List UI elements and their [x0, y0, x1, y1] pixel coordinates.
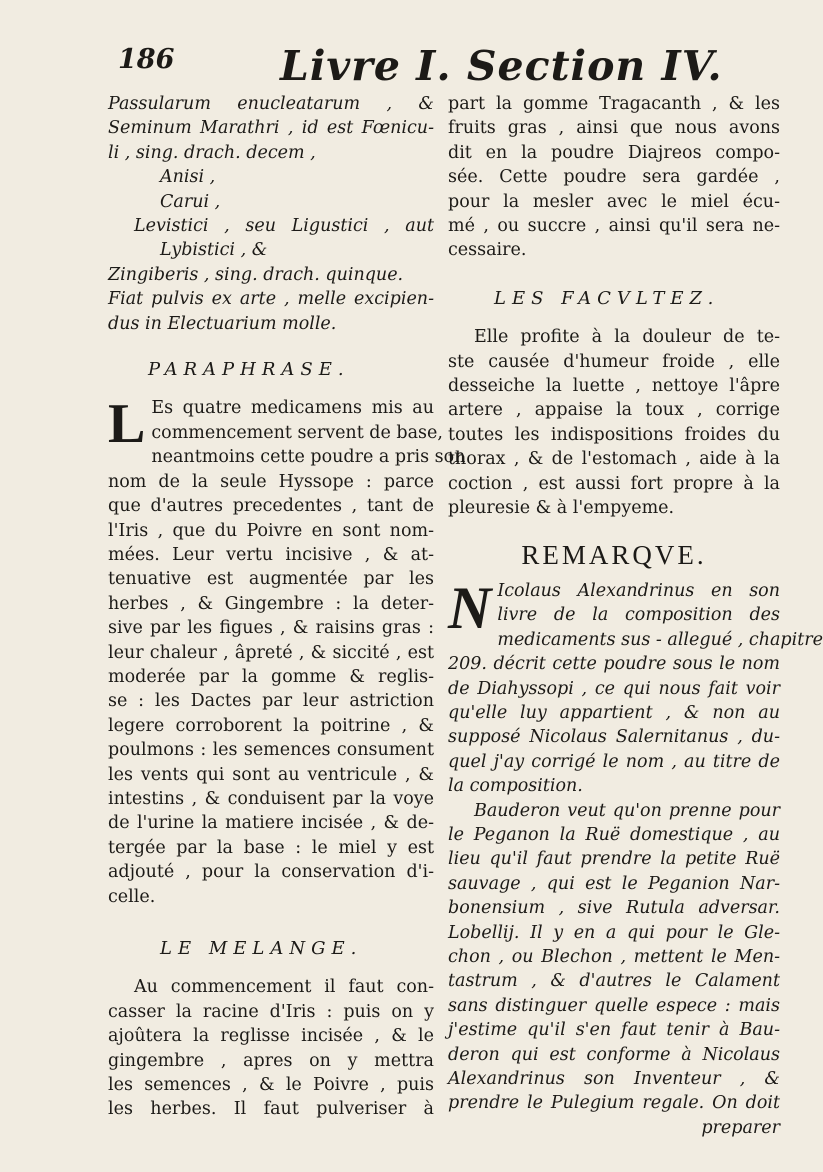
running-title: Livre I. Section IV.: [280, 42, 723, 90]
recipe-line: Zingiberis , sing. drach. quinque.: [108, 264, 404, 285]
recipe-line: Fiat pulvis ex arte , melle excipien-: [108, 289, 434, 310]
text-line: artere , appaise la toux , corrige: [448, 400, 780, 421]
text-line: dit en la poudre Diajreos compo-: [448, 142, 780, 163]
text-line: quel j'ay corrigé le nom , au titre de: [448, 751, 780, 772]
text-line: que d'autres precedentes , tant de: [108, 496, 434, 517]
text-line: qu'elle luy appartient , & non au: [448, 702, 780, 723]
text-line: moderée par la gomme & reglis-: [108, 666, 434, 687]
dropcap-n: N: [448, 574, 492, 641]
recipe-block: [108, 92, 434, 336]
text-line: j'estime qu'il s'en faut tenir à Bau-: [448, 1020, 780, 1041]
text-line: les semences , & le Poivre , puis: [108, 1075, 434, 1096]
text-line: pour la mesler avec le miel écu-: [448, 191, 780, 212]
text-line: bonensium , sive Rutula adversar.: [448, 898, 780, 919]
text-line: la composition.: [448, 776, 583, 797]
text-line: adjouté , pour la conservation d'i-: [108, 862, 434, 883]
text-line: Lobellij. Il y en a qui pour le Gle-: [448, 922, 780, 943]
text-line: toutes les indispositions froides du: [448, 424, 780, 445]
text-line: thorax , & de l'estomach , aide à la: [448, 449, 780, 470]
text-line: celle.: [108, 886, 156, 907]
heading-melange: LE MELANGE.: [160, 938, 363, 959]
text-line: part la gomme Tragacanth , & les: [448, 94, 780, 114]
text-line: poulmons : les semences consument: [108, 740, 434, 761]
text-line: lieu qu'il faut prendre la petite Ruë: [448, 849, 780, 870]
text-line: prendre le Pulegium regale. On doit: [448, 1093, 780, 1114]
page-number: 186: [118, 44, 175, 75]
text-line: Alexandrinus son Inventeur , &: [448, 1069, 780, 1090]
text-line: de l'urine la matiere incisée , & de-: [108, 813, 434, 834]
text-line: l'Iris , que du Poivre en sont nom-: [108, 520, 434, 541]
text-line: gingembre , apres on y mettra: [108, 1050, 434, 1071]
text-line: mées. Leur vertu incisive , & at-: [108, 544, 434, 565]
text-line: les herbes. Il faut pulveriser à: [108, 1099, 434, 1120]
recipe-line: Lybistici , &: [160, 240, 268, 261]
heading-facultez: LES FACVLTEZ.: [494, 287, 720, 309]
text-line: neantmoins cette poudre a pris son: [151, 447, 466, 468]
text-line: le Peganon la Ruë domestique , au: [448, 824, 780, 845]
text-line: mé , ou succre , ainsi qu'il sera ne-: [448, 216, 780, 237]
text-line: Bauderon veut qu'on prenne pour: [474, 800, 780, 821]
text-line: ajoûtera la reglisse incisée , & le: [108, 1026, 434, 1047]
text-line: leur chaleur , âpreté , & siccité , est: [108, 642, 434, 663]
text-line: tenuative est augmentée par les: [108, 569, 434, 590]
text-line: sauvage , qui est le Peganion Nar-: [448, 873, 780, 894]
text-line: sive par les figues , & raisins gras :: [108, 618, 434, 639]
recipe-line: Seminum Marathri , id est Fœnicu-: [108, 118, 434, 139]
text-line: fruits gras , ainsi que nous avons: [448, 118, 780, 139]
dropcap-l: L: [108, 393, 146, 456]
heading-remarque: REMARQVE.: [521, 539, 707, 570]
text-line: deron qui est conforme à Nicolaus: [448, 1044, 780, 1065]
text-line: nom de la seule Hyssope : parce: [108, 471, 434, 492]
text-line: supposé Nicolaus Salernitanus , du-: [448, 727, 780, 748]
text-line: Au commencement il faut con-: [134, 977, 434, 998]
text-line: sée. Cette poudre sera gardée ,: [448, 167, 780, 188]
text-line: medicaments sus - allegué , chapitre: [497, 629, 823, 650]
text-line: chon , ou Blechon , mettent le Men-: [448, 947, 780, 967]
paraphrase-paragraph: [108, 393, 466, 909]
text-line: casser la racine d'Iris : puis on y: [108, 1001, 434, 1022]
text-line: 209. décrit cette poudre sous le nom: [448, 654, 780, 675]
left-column: [108, 92, 466, 1122]
page-header: [118, 42, 723, 92]
text-line: coction , est aussi fort propre à la: [448, 473, 780, 494]
right-column: [448, 92, 823, 1140]
text-line: sans distinguer quelle espece : mais: [448, 995, 780, 1016]
catchword: preparer: [701, 1117, 780, 1138]
text-line: desseiche la luette , nettoye l'âpre: [448, 376, 780, 397]
text-line: Es quatre medicamens mis au: [151, 398, 434, 419]
text-line: intestins , & conduisent par la voye: [108, 788, 434, 809]
text-line: se : les Dactes par leur astriction: [108, 691, 434, 712]
recipe-line: li , sing. drach. decem ,: [108, 142, 316, 163]
text-line: tergée par la base : le miel y est: [108, 837, 434, 858]
text-line: cessaire.: [448, 240, 527, 261]
continued-paragraph: [448, 92, 780, 263]
text-line: tastrum , & d'autres le Calament: [448, 971, 780, 992]
text-line: les vents qui sont au ventricule , &: [108, 764, 434, 785]
text-line: commencement servent de base,: [151, 422, 443, 443]
text-line: pleuresie & à l'empyeme.: [448, 498, 675, 519]
text-line: livre de la composition des: [497, 605, 780, 626]
remarque-paragraph: [448, 574, 823, 1140]
recipe-line: Passularum enucleatarum , &: [108, 94, 434, 114]
melange-paragraph: [108, 975, 434, 1121]
text-line: de Diahyssopi , ce qui nous fait voir: [448, 678, 780, 699]
recipe-line: Anisi ,: [160, 167, 216, 188]
facultez-paragraph: [448, 325, 780, 520]
recipe-line: Levistici , seu Ligustici , aut: [134, 216, 434, 237]
recipe-line: Carui ,: [160, 191, 221, 212]
heading-paraphrase: PARAPHRASE.: [148, 359, 350, 381]
text-line: herbes , & Gingembre : la deter-: [108, 593, 434, 614]
text-line: ste causée d'humeur froide , elle: [448, 351, 780, 372]
text-line: legere corroborent la poitrine , &: [108, 715, 434, 736]
recipe-line: dus in Electuarium molle.: [108, 313, 337, 334]
text-line: Elle profite à la douleur de te-: [474, 327, 780, 348]
text-line: Icolaus Alexandrinus en son: [497, 580, 780, 601]
